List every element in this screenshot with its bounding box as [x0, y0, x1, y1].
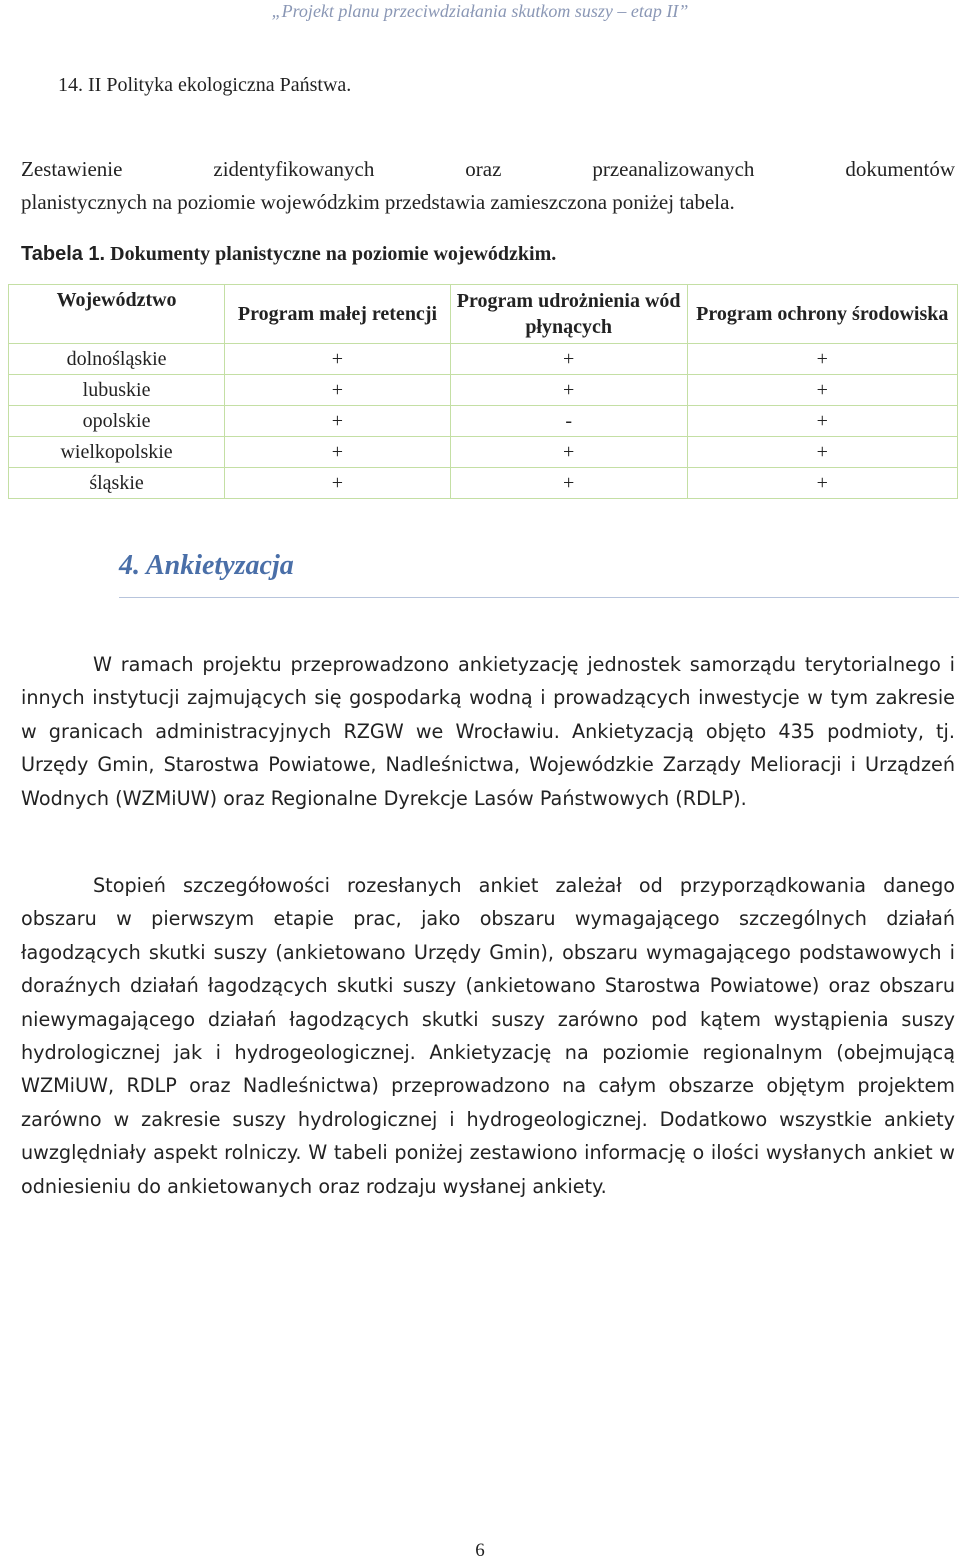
paragraph-survey-scope	[21, 648, 955, 815]
table-cell: +	[687, 437, 957, 468]
paragraph-text: Stopień szczegółowości rozesłanych ankiet zależał od przyporządkowania danego obszaru w pierwszym etapie prac, jako obszaru wymagającego szczególnych działań łagodzących skutki suszy (ankietowano Urzędy Gmin), obszaru wymagającego podstawowych i doraźnych działań łagodzących skutki suszy (ankietowano Starostwa Powiatowe) oraz obszaru niewymagającego działań łagodzących skutki suszy zarówno pod kątem wystąpienia suszy hydrologicznej jak i hydrogeologicznej. Ankietyzację na poziomie regionalnym (obejmującą WZMiUW, RDLP oraz Nadleśnictwa) przeprowadzono na całym obszarze objętym projektem zarówno w zakresie suszy hydrologicznej i hydrogeologicznej. Dodatkowo wszystkie ankiety uwzględniały aspekt rolniczy. W tabeli poniżej zestawiono informację o ilości wysłanych ankiet w odniesieniu do ankietowanych oraz rodzaju wysłanej ankiety.	[21, 874, 955, 1198]
table-cell: +	[450, 437, 687, 468]
running-header: „Projekt planu przeciwdziałania skutkom suszy – etap II”	[271, 1, 689, 21]
table-cell: +	[687, 344, 957, 375]
table-row	[9, 437, 958, 468]
paragraph-survey-detail	[21, 869, 955, 1203]
table-cell: +	[450, 468, 687, 499]
table-cell: lubuskie	[9, 375, 225, 406]
paragraph-text: W ramach projektu przeprowadzono ankietyzację jednostek samorządu terytorialnego i innych instytucji zajmujących się gospodarką wodną i prowadzących inwestycje w tym zakresie w granicach administracyjnych RZGW we Wrocławiu. Ankietyzacją objęto 435 podmioty, tj. Urzędy Gmin, Starostwa Powiatowe, Nadleśnictwa, Wojewódzkie Zarządy Melioracji i Urządzeń Wodnych (WZMiUW) oraz Regionalne Dyrekcje Lasów Państwowych (RDLP).	[21, 653, 955, 810]
table-row	[9, 344, 958, 375]
section-title-ankietyzacja: 4. Ankietyzacja	[119, 550, 294, 581]
table-cell: +	[225, 344, 451, 375]
intro-paragraph	[21, 153, 955, 219]
table-cell: śląskie	[9, 468, 225, 499]
table-header-cell: Program ochrony środowiska	[687, 285, 957, 344]
table-header-cell: Program małej retencji	[225, 285, 451, 344]
table-row	[9, 375, 958, 406]
table-header-cell: Województwo	[9, 285, 225, 344]
table-cell: +	[687, 468, 957, 499]
table-caption	[21, 240, 556, 268]
page-number: 6	[475, 1540, 485, 1561]
intro-line-2: planistycznych na poziomie wojewódzkim przedstawia zamieszczona poniżej tabela.	[21, 190, 735, 214]
table-cell: wielkopolskie	[9, 437, 225, 468]
table-cell: +	[687, 375, 957, 406]
table-cell: +	[687, 406, 957, 437]
table-header-row	[9, 285, 958, 344]
documents-table	[8, 284, 958, 499]
table-caption-text: Dokumenty planistyczne na poziomie wojewódzkim.	[105, 243, 557, 265]
table-cell: +	[450, 375, 687, 406]
table-row	[9, 406, 958, 437]
table-cell: +	[225, 406, 451, 437]
table-cell: +	[225, 375, 451, 406]
table-cell: +	[450, 344, 687, 375]
section-title-underline	[119, 597, 959, 598]
table-row	[9, 468, 958, 499]
intro-line-1: Zestawienie zidentyfikowanych oraz przeanalizowanych dokumentów	[21, 157, 955, 181]
table-cell: +	[225, 468, 451, 499]
table-cell: opolskie	[9, 406, 225, 437]
table-cell: -	[450, 406, 687, 437]
table-cell: +	[225, 437, 451, 468]
table-cell: dolnośląskie	[9, 344, 225, 375]
table-header-cell: Program udrożnienia wód płynących	[450, 285, 687, 344]
table-caption-lead: Tabela 1.	[21, 243, 106, 265]
section-heading-14: 14. II Polityka ekologiczna Państwa.	[58, 74, 352, 96]
